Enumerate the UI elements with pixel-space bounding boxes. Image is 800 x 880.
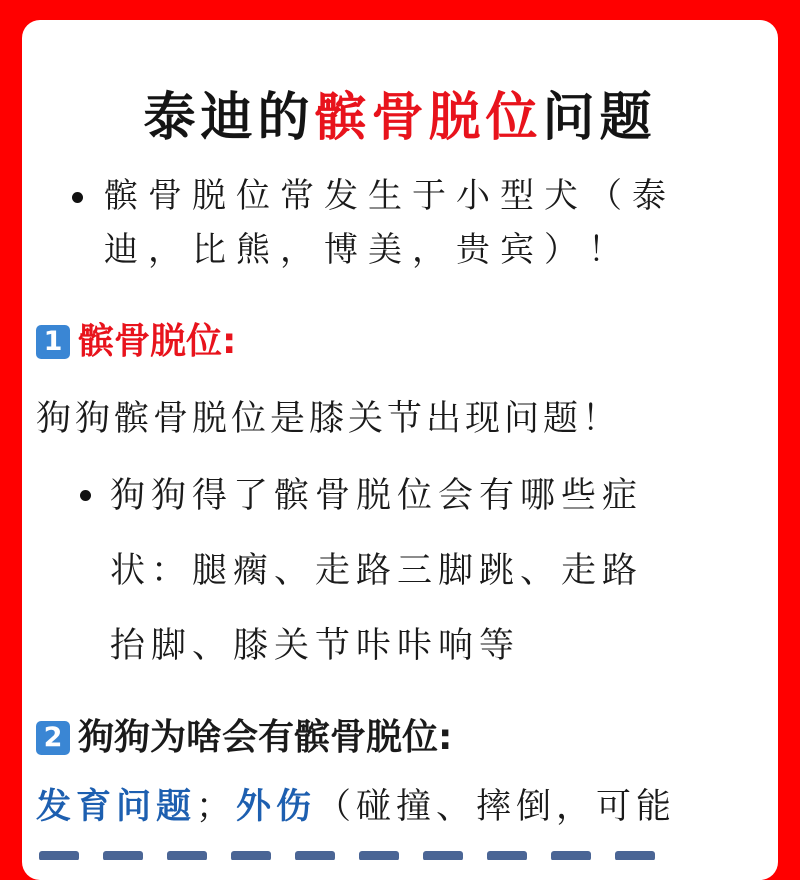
cause-development: 发育问题: [36, 787, 197, 827]
section1-bullet-line3: 抬脚、膝关节咔咔响等: [110, 626, 521, 666]
cut-off-glyph: [103, 851, 143, 860]
section1-heading-text: 髌骨脱位:: [78, 321, 237, 362]
cut-off-glyph: [487, 851, 527, 860]
cut-off-glyph: [231, 851, 271, 860]
intro-bullet-line2: 迪，比熊，博美，贵宾）！: [104, 230, 632, 270]
section2-heading-text: 狗狗为啥会有髌骨脱位:: [78, 717, 453, 758]
cut-off-glyph: [615, 851, 655, 860]
cut-off-glyph: [167, 851, 207, 860]
cut-off-glyph: [359, 851, 399, 860]
section1-heading: [36, 320, 236, 364]
cut-off-glyph: [551, 851, 591, 860]
section1-number-badge: 1: [36, 325, 70, 359]
cause-separator: ；: [196, 787, 237, 827]
section1-bullet-line2: 状：腿瘸、走路三脚跳、走路: [110, 551, 644, 591]
title-prefix: 泰迪的: [143, 88, 315, 148]
title-suffix: 问题: [542, 88, 657, 148]
section2-number-badge: 2: [36, 721, 70, 755]
section2-causes: [36, 786, 676, 828]
section1-bullet-line1: 狗狗得了髌骨脱位会有哪些症: [110, 476, 644, 516]
section1-statement: 狗狗髌骨脱位是膝关节出现问题！: [36, 399, 622, 439]
cut-off-glyph: [39, 851, 79, 860]
intro-bullet-line1: 髌骨脱位常发生于小型犬（泰: [104, 176, 676, 216]
cut-off-glyph: [295, 851, 335, 860]
cause-rest: （碰撞、摔倒，可能: [316, 787, 677, 827]
cause-injury: 外伤: [236, 787, 317, 827]
cut-off-text-row: [39, 846, 759, 860]
title-highlight: 髌骨脱位: [314, 88, 543, 148]
bullet-dot: [80, 490, 91, 501]
cut-off-glyph: [423, 851, 463, 860]
bullet-dot: [72, 192, 83, 203]
section2-heading: [36, 716, 452, 760]
content-card: [22, 20, 778, 880]
page-title: [22, 88, 778, 148]
